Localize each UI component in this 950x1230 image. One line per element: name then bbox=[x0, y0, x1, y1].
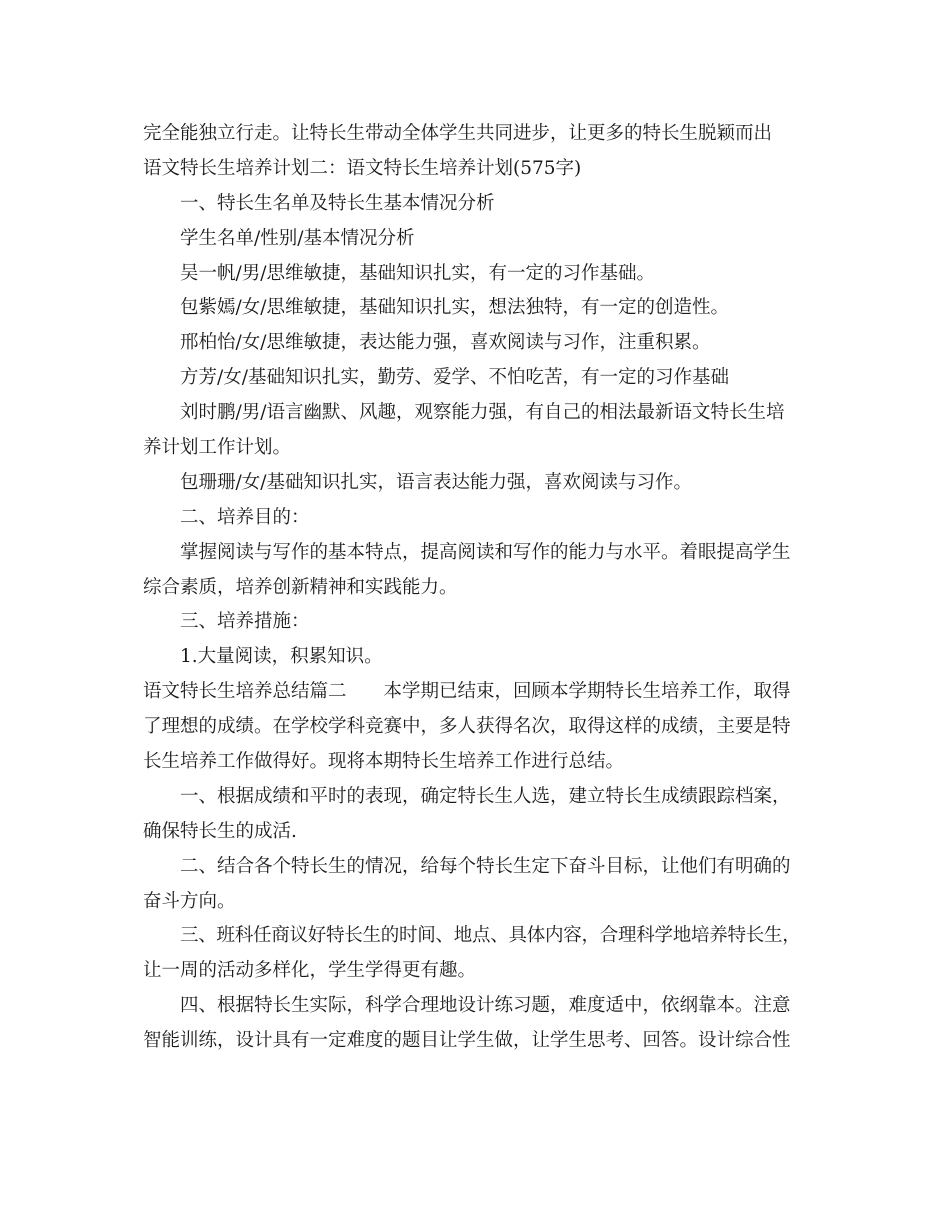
paragraph-line: 了理想的成绩。在学校学科竞赛中，多人获得名次，取得这样的成绩，主要是特 bbox=[143, 716, 791, 738]
student-entry-line: 吴一帆/男/思维敏捷，基础知识扎实，有一定的习作基础。 bbox=[180, 262, 655, 284]
paragraph-line: 一、特长生名单及特长生基本情况分析 bbox=[180, 192, 495, 214]
paragraph-line: 1.大量阅读，积累知识。 bbox=[180, 646, 383, 668]
paragraph-line: 确保特长生的成活. bbox=[143, 820, 297, 842]
section-heading-line: 语文特长生培养总结篇二 本学期已结束，回顾本学期特长生培养工作，取得 bbox=[143, 681, 791, 703]
paragraph-line: 智能训练，设计具有一定难度的题目让学生做，让学生思考、回答。设计综合性 bbox=[143, 1030, 791, 1052]
paragraph-line: 学生名单/性别/基本情况分析 bbox=[180, 227, 415, 249]
paragraph-line: 奋斗方向。 bbox=[143, 890, 236, 912]
paragraph-line: 让一周的活动多样化，学生学得更有趣。 bbox=[143, 960, 477, 982]
student-entry-line: 包紫嫣/女/思维敏捷，基础知识扎实，想法独特，有一定的创造性。 bbox=[180, 297, 729, 319]
student-entry-line: 方芳/女/基础知识扎实，勤劳、爱学、不怕吃苦，有一定的习作基础 bbox=[180, 367, 729, 389]
student-entry-line: 邢柏怡/女/思维敏捷，表达能力强，喜欢阅读与习作，注重积累。 bbox=[180, 332, 711, 354]
student-entry-line: 包珊珊/女/基础知识扎实，语言表达能力强，喜欢阅读与习作。 bbox=[180, 471, 692, 493]
paragraph-line: 一、根据成绩和平时的表现，确定特长生人选，建立特长生成绩跟踪档案， bbox=[180, 785, 791, 807]
paragraph-line: 二、培养目的： bbox=[180, 506, 310, 528]
paragraph-line: 二、结合各个特长生的情况，给每个特长生定下奋斗目标，让他们有明确的 bbox=[180, 855, 791, 877]
student-entry-line: 刘时鹏/男/语言幽默、风趣，观察能力强，有自己的相法最新语文特长生培 bbox=[180, 402, 785, 424]
paragraph-line: 掌握阅读与写作的基本特点，提高阅读和写作的能力与水平。着眼提高学生 bbox=[180, 541, 791, 563]
paragraph-line: 三、班科任商议好特长生的时间、地点、具体内容，合理科学地培养特长生， bbox=[180, 925, 801, 947]
paragraph-line: 综合素质，培养创新精神和实践能力。 bbox=[143, 576, 458, 598]
paragraph-line: 四、根据特长生实际，科学合理地设计练习题，难度适中，依纲靠本。注意 bbox=[180, 995, 791, 1017]
paragraph-line: 完全能独立行走。让特长生带动全体学生共同进步，让更多的特长生脱颖而出 bbox=[143, 123, 773, 144]
document-body bbox=[143, 117, 808, 1059]
paragraph-line: 养计划工作计划。 bbox=[143, 437, 292, 459]
paragraph-line: 长生培养工作做得好。现将本期特长生培养工作进行总结。 bbox=[143, 751, 625, 773]
section-heading-line: 语文特长生培养计划二：语文特长生培养计划(575字) bbox=[143, 157, 582, 179]
paragraph-line: 三、培养措施： bbox=[180, 611, 310, 633]
